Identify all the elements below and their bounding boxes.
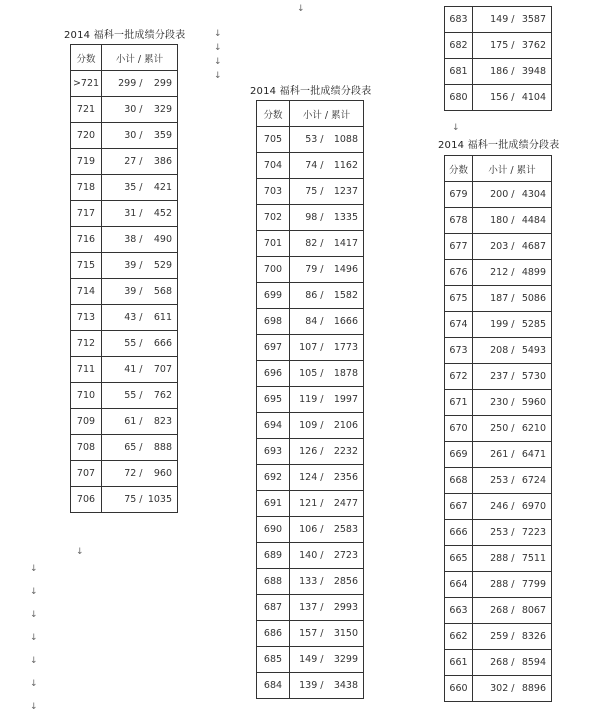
score-cell: 663 bbox=[445, 598, 473, 624]
subtotal-cell: 156 / bbox=[473, 85, 517, 111]
table-row bbox=[445, 598, 552, 624]
cumulative-cell: 7799 bbox=[517, 572, 552, 598]
cumulative-cell: 452 bbox=[145, 201, 178, 227]
table-row bbox=[445, 7, 552, 33]
cumulative-cell: 1666 bbox=[326, 309, 364, 335]
subtotal-cell: 175 / bbox=[473, 33, 517, 59]
cumulative-cell: 8594 bbox=[517, 650, 552, 676]
cumulative-cell: 8896 bbox=[517, 676, 552, 702]
cumulative-cell: 1335 bbox=[326, 205, 364, 231]
cumulative-cell: 4104 bbox=[517, 85, 552, 111]
score-table bbox=[256, 100, 364, 699]
score-cell: 679 bbox=[445, 182, 473, 208]
table-row bbox=[257, 231, 364, 257]
cumulative-cell: 5285 bbox=[517, 312, 552, 338]
cumulative-cell: 329 bbox=[145, 97, 178, 123]
table-row bbox=[445, 234, 552, 260]
score-cell: 680 bbox=[445, 85, 473, 111]
subtotal-cell: 30 / bbox=[102, 97, 145, 123]
cumulative-cell: 529 bbox=[145, 253, 178, 279]
score-cell: 709 bbox=[71, 409, 102, 435]
subtotal-cell: 237 / bbox=[473, 364, 517, 390]
table-row bbox=[257, 543, 364, 569]
paragraph-mark: ↓ bbox=[214, 43, 222, 53]
subtotal-cell: 139 / bbox=[290, 673, 326, 699]
score-cell: 694 bbox=[257, 413, 290, 439]
table-row bbox=[445, 650, 552, 676]
table-row bbox=[257, 491, 364, 517]
subtotal-cell: 86 / bbox=[290, 283, 326, 309]
table-row bbox=[257, 335, 364, 361]
cumulative-cell: 4687 bbox=[517, 234, 552, 260]
subtotal-cell: 74 / bbox=[290, 153, 326, 179]
score-cell: 660 bbox=[445, 676, 473, 702]
table-row bbox=[257, 517, 364, 543]
cumulative-cell: 5493 bbox=[517, 338, 552, 364]
table-row bbox=[445, 364, 552, 390]
cumulative-cell: 888 bbox=[145, 435, 178, 461]
table-row bbox=[257, 647, 364, 673]
table-row bbox=[71, 435, 178, 461]
paragraph-mark: ↓ bbox=[30, 656, 38, 666]
cumulative-cell: 2356 bbox=[326, 465, 364, 491]
subtotal-cell: 43 / bbox=[102, 305, 145, 331]
cumulative-cell: 666 bbox=[145, 331, 178, 357]
cumulative-cell: 6724 bbox=[517, 468, 552, 494]
score-cell: 721 bbox=[71, 97, 102, 123]
table-row bbox=[445, 676, 552, 702]
score-header: 分数 bbox=[71, 45, 102, 71]
cumulative-cell: 1773 bbox=[326, 335, 364, 361]
table-row bbox=[445, 416, 552, 442]
score-cell: 665 bbox=[445, 546, 473, 572]
table-row bbox=[71, 227, 178, 253]
score-cell: 716 bbox=[71, 227, 102, 253]
subtotal-cell: 180 / bbox=[473, 208, 517, 234]
cumulative-cell: 2856 bbox=[326, 569, 364, 595]
score-cell: 701 bbox=[257, 231, 290, 257]
cumulative-cell: 611 bbox=[145, 305, 178, 331]
paragraph-mark: ↓ bbox=[30, 702, 38, 712]
paragraph-mark: ↓ bbox=[214, 71, 222, 81]
table-row bbox=[71, 201, 178, 227]
score-cell: 713 bbox=[71, 305, 102, 331]
table-row bbox=[71, 487, 178, 513]
score-cell: 696 bbox=[257, 361, 290, 387]
table-row bbox=[71, 383, 178, 409]
table-row bbox=[445, 494, 552, 520]
cumulative-cell: 359 bbox=[145, 123, 178, 149]
table-row bbox=[257, 205, 364, 231]
table-header-row bbox=[257, 101, 364, 127]
paragraph-mark: ↓ bbox=[214, 57, 222, 67]
table-row bbox=[257, 361, 364, 387]
paragraph-mark: ↓ bbox=[297, 4, 305, 14]
cumulative-cell: 3948 bbox=[517, 59, 552, 85]
score-cell: 706 bbox=[71, 487, 102, 513]
score-table bbox=[444, 155, 552, 702]
table-row bbox=[71, 279, 178, 305]
table-row bbox=[71, 71, 178, 97]
score-cell: 685 bbox=[257, 647, 290, 673]
score-cell: 702 bbox=[257, 205, 290, 231]
table-row bbox=[257, 179, 364, 205]
subtotal-cell: 41 / bbox=[102, 357, 145, 383]
cumulative-cell: 386 bbox=[145, 149, 178, 175]
score-cell: 690 bbox=[257, 517, 290, 543]
table-row bbox=[71, 149, 178, 175]
score-cell: 695 bbox=[257, 387, 290, 413]
subtotal-cell: 107 / bbox=[290, 335, 326, 361]
subtotal-cell: 203 / bbox=[473, 234, 517, 260]
subtotal-cell: 31 / bbox=[102, 201, 145, 227]
cumulative-cell: 1997 bbox=[326, 387, 364, 413]
score-cell: 710 bbox=[71, 383, 102, 409]
score-cell: 688 bbox=[257, 569, 290, 595]
table-row bbox=[257, 465, 364, 491]
paragraph-mark: ↓ bbox=[452, 123, 460, 133]
table-row bbox=[445, 624, 552, 650]
score-cell: 687 bbox=[257, 595, 290, 621]
cumulative-cell: 2106 bbox=[326, 413, 364, 439]
subtotal-cell: 72 / bbox=[102, 461, 145, 487]
score-cell: 717 bbox=[71, 201, 102, 227]
subtotal-cell: 119 / bbox=[290, 387, 326, 413]
score-cell: 676 bbox=[445, 260, 473, 286]
paragraph-mark: ↓ bbox=[30, 587, 38, 597]
score-table-body bbox=[257, 101, 364, 699]
cumulative-cell: 5960 bbox=[517, 390, 552, 416]
score-cell: 674 bbox=[445, 312, 473, 338]
table-row bbox=[71, 253, 178, 279]
subtotal-cell: 268 / bbox=[473, 598, 517, 624]
subtotal-cell: 106 / bbox=[290, 517, 326, 543]
score-cell: 667 bbox=[445, 494, 473, 520]
table-row bbox=[257, 673, 364, 699]
table-row bbox=[257, 569, 364, 595]
score-cell: 684 bbox=[257, 673, 290, 699]
cumulative-cell: 8067 bbox=[517, 598, 552, 624]
score-cell: 670 bbox=[445, 416, 473, 442]
subtotal-cumulative-header: 小计 / 累计 bbox=[102, 45, 178, 71]
cumulative-cell: 1496 bbox=[326, 257, 364, 283]
cumulative-cell: 4484 bbox=[517, 208, 552, 234]
score-cell: 669 bbox=[445, 442, 473, 468]
score-cell: 689 bbox=[257, 543, 290, 569]
score-cell: 675 bbox=[445, 286, 473, 312]
score-cell: 700 bbox=[257, 257, 290, 283]
table-row bbox=[445, 390, 552, 416]
subtotal-cell: 288 / bbox=[473, 572, 517, 598]
cumulative-cell: 2232 bbox=[326, 439, 364, 465]
subtotal-cell: 75 / bbox=[102, 487, 145, 513]
subtotal-cell: 79 / bbox=[290, 257, 326, 283]
table-row bbox=[445, 312, 552, 338]
cumulative-cell: 762 bbox=[145, 383, 178, 409]
subtotal-cell: 253 / bbox=[473, 468, 517, 494]
subtotal-cell: 53 / bbox=[290, 127, 326, 153]
table-row bbox=[445, 520, 552, 546]
paragraph-mark: ↓ bbox=[30, 633, 38, 643]
cumulative-cell: 6471 bbox=[517, 442, 552, 468]
table-row bbox=[257, 413, 364, 439]
table-row bbox=[71, 175, 178, 201]
cumulative-cell: 7511 bbox=[517, 546, 552, 572]
table-header-row bbox=[71, 45, 178, 71]
subtotal-cell: 137 / bbox=[290, 595, 326, 621]
score-cell: 697 bbox=[257, 335, 290, 361]
score-cell: 662 bbox=[445, 624, 473, 650]
subtotal-cell: 302 / bbox=[473, 676, 517, 702]
cumulative-cell: 490 bbox=[145, 227, 178, 253]
subtotal-cell: 55 / bbox=[102, 383, 145, 409]
subtotal-cell: 121 / bbox=[290, 491, 326, 517]
table-row bbox=[71, 123, 178, 149]
cumulative-cell: 1035 bbox=[145, 487, 178, 513]
score-cell: 698 bbox=[257, 309, 290, 335]
table-title: 2014 福科一批成绩分段表 bbox=[250, 86, 372, 97]
cumulative-cell: 5086 bbox=[517, 286, 552, 312]
table-row bbox=[445, 572, 552, 598]
score-cell: 666 bbox=[445, 520, 473, 546]
cumulative-cell: 568 bbox=[145, 279, 178, 305]
paragraph-mark: ↓ bbox=[214, 29, 222, 39]
score-cell: 693 bbox=[257, 439, 290, 465]
score-cell: 664 bbox=[445, 572, 473, 598]
subtotal-cell: 253 / bbox=[473, 520, 517, 546]
cumulative-cell: 6210 bbox=[517, 416, 552, 442]
subtotal-cell: 75 / bbox=[290, 179, 326, 205]
score-header: 分数 bbox=[257, 101, 290, 127]
score-cell: 661 bbox=[445, 650, 473, 676]
score-cell: 683 bbox=[445, 7, 473, 33]
subtotal-cell: 250 / bbox=[473, 416, 517, 442]
score-cell: 681 bbox=[445, 59, 473, 85]
table-title: 2014 福科一批成绩分段表 bbox=[438, 140, 560, 151]
score-table-body bbox=[445, 156, 552, 702]
score-cell: 703 bbox=[257, 179, 290, 205]
subtotal-cell: 199 / bbox=[473, 312, 517, 338]
subtotal-cell: 212 / bbox=[473, 260, 517, 286]
cumulative-cell: 8326 bbox=[517, 624, 552, 650]
table-title: 2014 福科一批成绩分段表 bbox=[64, 30, 186, 41]
table-row bbox=[71, 305, 178, 331]
table-row bbox=[445, 468, 552, 494]
subtotal-cell: 27 / bbox=[102, 149, 145, 175]
table-row bbox=[257, 595, 364, 621]
score-cell: 718 bbox=[71, 175, 102, 201]
subtotal-cell: 149 / bbox=[290, 647, 326, 673]
table-row bbox=[257, 387, 364, 413]
cumulative-cell: 707 bbox=[145, 357, 178, 383]
score-table-body bbox=[71, 45, 178, 513]
score-table bbox=[444, 6, 552, 111]
table-row bbox=[445, 182, 552, 208]
cumulative-cell: 960 bbox=[145, 461, 178, 487]
cumulative-cell: 6970 bbox=[517, 494, 552, 520]
score-cell: 677 bbox=[445, 234, 473, 260]
score-cell: 686 bbox=[257, 621, 290, 647]
score-cell: 714 bbox=[71, 279, 102, 305]
subtotal-cell: 259 / bbox=[473, 624, 517, 650]
cumulative-cell: 5730 bbox=[517, 364, 552, 390]
table-row bbox=[445, 286, 552, 312]
subtotal-cell: 149 / bbox=[473, 7, 517, 33]
subtotal-cell: 230 / bbox=[473, 390, 517, 416]
score-cell: 704 bbox=[257, 153, 290, 179]
subtotal-cell: 246 / bbox=[473, 494, 517, 520]
table-row bbox=[445, 208, 552, 234]
cumulative-cell: 1088 bbox=[326, 127, 364, 153]
table-row bbox=[445, 85, 552, 111]
table-row bbox=[257, 127, 364, 153]
score-cell: 711 bbox=[71, 357, 102, 383]
subtotal-cell: 133 / bbox=[290, 569, 326, 595]
score-cell: 715 bbox=[71, 253, 102, 279]
subtotal-cell: 98 / bbox=[290, 205, 326, 231]
subtotal-cell: 124 / bbox=[290, 465, 326, 491]
cumulative-cell: 421 bbox=[145, 175, 178, 201]
table-row bbox=[71, 461, 178, 487]
cumulative-cell: 7223 bbox=[517, 520, 552, 546]
cumulative-cell: 4304 bbox=[517, 182, 552, 208]
table-row bbox=[445, 33, 552, 59]
paragraph-mark: ↓ bbox=[30, 564, 38, 574]
cumulative-cell: 1237 bbox=[326, 179, 364, 205]
table-row bbox=[445, 546, 552, 572]
subtotal-cell: 35 / bbox=[102, 175, 145, 201]
subtotal-cell: 261 / bbox=[473, 442, 517, 468]
subtotal-cell: 65 / bbox=[102, 435, 145, 461]
subtotal-cell: 186 / bbox=[473, 59, 517, 85]
cumulative-cell: 299 bbox=[145, 71, 178, 97]
cumulative-cell: 2993 bbox=[326, 595, 364, 621]
subtotal-cell: 30 / bbox=[102, 123, 145, 149]
table-row bbox=[445, 59, 552, 85]
score-cell: 720 bbox=[71, 123, 102, 149]
score-cell: 708 bbox=[71, 435, 102, 461]
paragraph-mark: ↓ bbox=[30, 679, 38, 689]
score-cell: 671 bbox=[445, 390, 473, 416]
score-cell: 678 bbox=[445, 208, 473, 234]
cumulative-cell: 3762 bbox=[517, 33, 552, 59]
cumulative-cell: 823 bbox=[145, 409, 178, 435]
cumulative-cell: 2477 bbox=[326, 491, 364, 517]
score-cell: 672 bbox=[445, 364, 473, 390]
subtotal-cell: 38 / bbox=[102, 227, 145, 253]
cumulative-cell: 1162 bbox=[326, 153, 364, 179]
score-cell: 712 bbox=[71, 331, 102, 357]
cumulative-cell: 2723 bbox=[326, 543, 364, 569]
cumulative-cell: 3587 bbox=[517, 7, 552, 33]
cumulative-cell: 3299 bbox=[326, 647, 364, 673]
paragraph-mark: ↓ bbox=[76, 547, 84, 557]
subtotal-cell: 288 / bbox=[473, 546, 517, 572]
cumulative-cell: 1417 bbox=[326, 231, 364, 257]
subtotal-cumulative-header: 小计 / 累计 bbox=[473, 156, 552, 182]
table-row bbox=[257, 309, 364, 335]
cumulative-cell: 3438 bbox=[326, 673, 364, 699]
score-cell: 668 bbox=[445, 468, 473, 494]
table-row bbox=[445, 260, 552, 286]
subtotal-cell: 299 / bbox=[102, 71, 145, 97]
score-cell: 707 bbox=[71, 461, 102, 487]
subtotal-cell: 200 / bbox=[473, 182, 517, 208]
subtotal-cell: 140 / bbox=[290, 543, 326, 569]
table-row bbox=[71, 409, 178, 435]
subtotal-cell: 105 / bbox=[290, 361, 326, 387]
subtotal-cell: 55 / bbox=[102, 331, 145, 357]
table-row bbox=[445, 442, 552, 468]
subtotal-cell: 84 / bbox=[290, 309, 326, 335]
subtotal-cell: 187 / bbox=[473, 286, 517, 312]
score-header: 分数 bbox=[445, 156, 473, 182]
table-row bbox=[71, 97, 178, 123]
score-cell: 682 bbox=[445, 33, 473, 59]
cumulative-cell: 2583 bbox=[326, 517, 364, 543]
subtotal-cell: 109 / bbox=[290, 413, 326, 439]
cumulative-cell: 3150 bbox=[326, 621, 364, 647]
score-table-body bbox=[445, 7, 552, 111]
table-row bbox=[257, 283, 364, 309]
score-cell: 673 bbox=[445, 338, 473, 364]
table-row bbox=[257, 257, 364, 283]
score-cell: 699 bbox=[257, 283, 290, 309]
score-cell: 705 bbox=[257, 127, 290, 153]
subtotal-cell: 157 / bbox=[290, 621, 326, 647]
table-header-row bbox=[445, 156, 552, 182]
subtotal-cell: 39 / bbox=[102, 279, 145, 305]
table-row bbox=[257, 153, 364, 179]
table-row bbox=[257, 621, 364, 647]
subtotal-cell: 126 / bbox=[290, 439, 326, 465]
score-cell: 691 bbox=[257, 491, 290, 517]
score-cell: 692 bbox=[257, 465, 290, 491]
subtotal-cell: 208 / bbox=[473, 338, 517, 364]
table-row bbox=[257, 439, 364, 465]
subtotal-cell: 82 / bbox=[290, 231, 326, 257]
subtotal-cell: 268 / bbox=[473, 650, 517, 676]
cumulative-cell: 4899 bbox=[517, 260, 552, 286]
subtotal-cell: 39 / bbox=[102, 253, 145, 279]
score-cell: 719 bbox=[71, 149, 102, 175]
cumulative-cell: 1582 bbox=[326, 283, 364, 309]
score-cell: >721 bbox=[71, 71, 102, 97]
cumulative-cell: 1878 bbox=[326, 361, 364, 387]
score-table bbox=[70, 44, 178, 513]
subtotal-cumulative-header: 小计 / 累计 bbox=[290, 101, 364, 127]
subtotal-cell: 61 / bbox=[102, 409, 145, 435]
paragraph-mark: ↓ bbox=[30, 610, 38, 620]
table-row bbox=[71, 357, 178, 383]
table-row bbox=[445, 338, 552, 364]
table-row bbox=[71, 331, 178, 357]
